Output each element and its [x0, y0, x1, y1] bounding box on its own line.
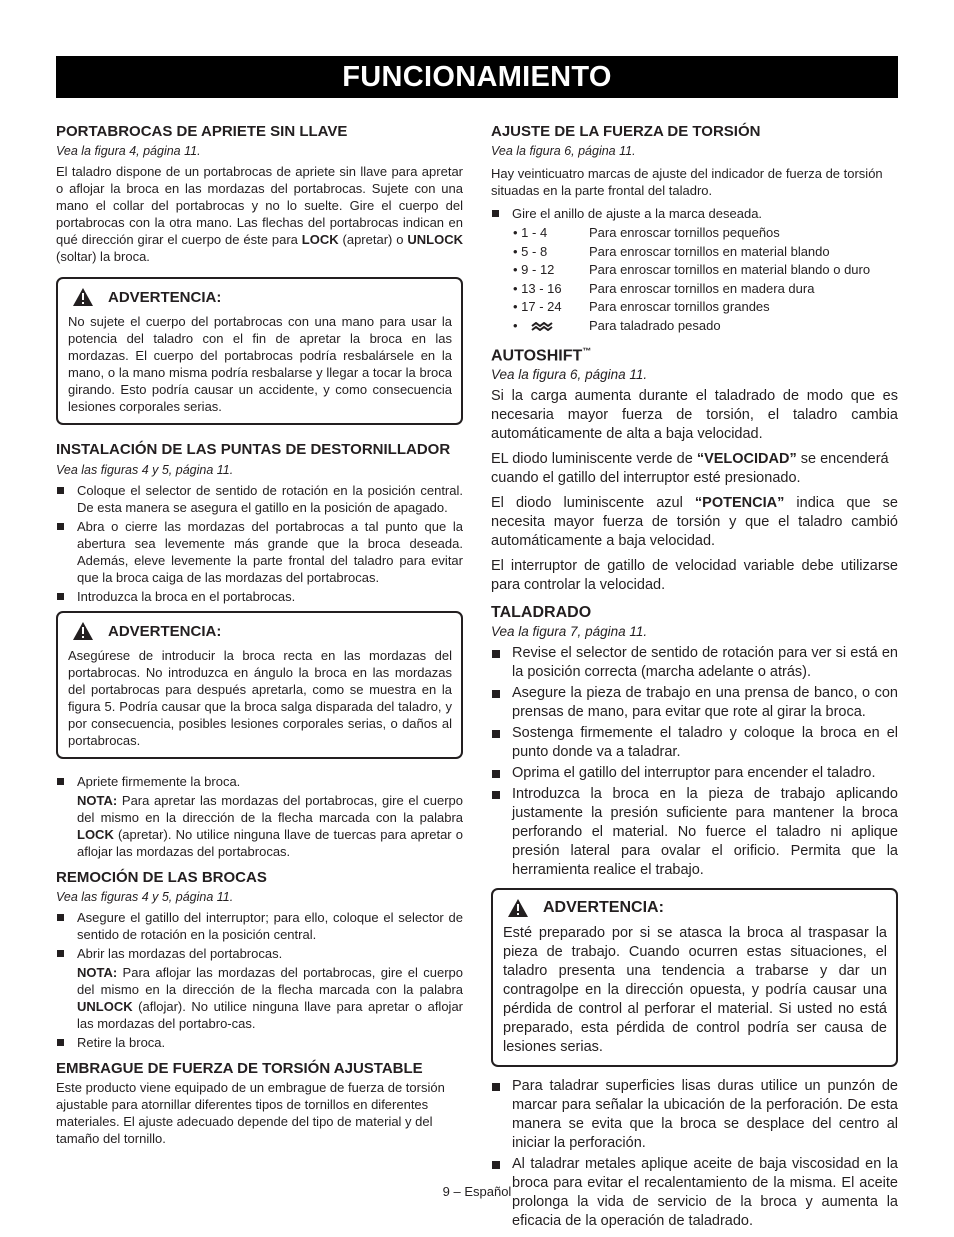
- warning-triangle-icon: [507, 898, 529, 918]
- warning-text: Esté preparado por si se atasca la broca al traspasar la pieza de trabajo. Cuando ocurren estas situaciones, el taladro presenta una tendencia a trabarse y dar un contragolpe en la dirección opuesta, y podría causar una pérdida de control al perforar el material. Si usted no está preparado, esta pérdida de control podría ser causa de lesiones serias.: [503, 925, 887, 1056]
- section-title: EMBRAGUE DE FUERZA DE TORSIÓN AJUSTABLE: [56, 1060, 423, 1077]
- list-item: Introduzca la broca en la pieza de trabajo aplicando justamente la presión suficiente para mantener la broca perforando el material. No fuerce el taladro ni aplique presión lateral para ovalar el orificio. Permita que la herramienta realice el trabajo.: [491, 785, 898, 880]
- list-item: Oprima el gatillo del interruptor para encender el taladro.: [491, 764, 898, 783]
- bullet-list: [56, 909, 463, 1051]
- figure-reference: Vea las figuras 4 y 5, página 11.: [56, 463, 234, 477]
- list-item: Para taladrar superficies lisas duras utilice un punzón de marcar para señalar la ubicación de la perforación. De esta manera se evita que la broca se desplace del centro al iniciar la perforación.: [491, 1077, 898, 1153]
- figure-reference: Vea la figura 4, página 11.: [56, 144, 201, 158]
- section-title: PORTABROCAS DE APRIETE SIN LLAVE: [56, 123, 348, 140]
- warning-header: ADVERTENCIA:: [72, 287, 452, 307]
- warning-box: [56, 611, 463, 759]
- warning-header: ADVERTENCIA:: [72, 621, 452, 641]
- note: NOTA: Para aflojar las mordazas del portabrocas, gire el cuerpo del mismo en la dirección de la flecha marcada con la palabra UNLOCK (aflojar). No utilice ninguna llave para apretar o aflojar las mordazas del portabro-cas.: [77, 965, 463, 1031]
- paragraph: Hay veinticuatro marcas de ajuste del indicador de fuerza de torsión situadas en la parte frontal del taladro.: [491, 166, 883, 198]
- list-item: Retire la broca.: [56, 1034, 463, 1051]
- torque-setting: • 5 - 8 Para enroscar tornillos en material blando: [513, 243, 830, 259]
- bullet-list: [491, 1077, 898, 1231]
- section-title: REMOCIÓN DE LAS BROCAS: [56, 869, 267, 886]
- figure-reference: Vea la figura 6, página 11.: [491, 144, 636, 158]
- list-item: Abra o cierre las mordazas del portabrocas a tal punto que la abertura sea levemente más grande que la broca deseada. Además, eleve levemente la parte frontal del taladro para evitar que la broca caiga de las mordazas del portabrocas.: [56, 518, 463, 586]
- torque-setting: • 9 - 12 Para enroscar tornillos en material blando o duro: [513, 262, 871, 277]
- warning-box: [491, 888, 898, 1067]
- torque-setting: • 13 - 16 Para enroscar tornillos en madera dura: [513, 280, 815, 296]
- page-footer: 9 – Español: [442, 1184, 512, 1199]
- bullet-list: [56, 773, 463, 860]
- bullet-list: [491, 644, 898, 880]
- list-item: Sostenga firmemente el taladro y coloque la broca en el punto donde va a taladrar.: [491, 724, 898, 762]
- torque-setting: • Para taladrado pesado: [513, 317, 721, 333]
- left-column: [56, 122, 463, 1153]
- list-item: Abrir las mordazas del portabrocas. NOTA: Para aflojar las mordazas del portabrocas, gire el cuerpo del mismo en la dirección de la flecha marcada con la palabra UNLOCK (aflojar). No utilice ninguna llave para apretar o aflojar las mordazas del portabro-cas.: [56, 945, 463, 1032]
- paragraph: El interruptor de gatillo de velocidad variable debe utilizarse para controlar la velocidad.: [491, 558, 898, 594]
- warning-text: No sujete el cuerpo del portabrocas con una mano para usar la potencia del taladro con el fin de apretar la broca en las mordazas. El cuerpo del portabrocas podría resbalársele en la mano, o la mano misma podría resbalarse y llegar a tocar la broca girando. Esto podría causar un accidente, y como consecuencia lesiones corporales serias.: [68, 314, 452, 414]
- bullet-list: [491, 205, 898, 222]
- autoshift-section: [491, 341, 898, 1231]
- section-title: TALADRADO: [491, 604, 592, 622]
- warning-box: [56, 277, 463, 425]
- torque-setting: • 1 - 4 Para enroscar tornillos pequeños: [513, 225, 780, 240]
- right-column: [491, 122, 898, 1237]
- note: NOTA: Para apretar las mordazas del portabrocas, gire el cuerpo del mismo en la dirección de la flecha marcada con la palabra LOCK (apretar). No utilice ninguna llave de tuercas para apretar o aflojar las mordazas del portabrocas.: [77, 793, 463, 859]
- list-item: Asegure el gatillo del interruptor; para ello, coloque el selector de sentido de rotación en la posición central.: [56, 909, 463, 943]
- torque-setting: • 17 - 24 Para enroscar tornillos grandes: [513, 299, 770, 314]
- figure-reference: Vea las figuras 4 y 5, página 11.: [56, 890, 234, 904]
- paragraph: El taladro dispone de un portabrocas de apriete sin llave para apretar o aflojar la broca en las mordazas del portabrocas. Sujete con una mano el collar del portabrocas y no lo suelte. Gire el cuerpo del portabrocas con la otra mano. Las flechas del portabrocas indican en qué dirección girar el cuerpo de éste para LOCK (apretar) o UNLOCK (soltar) la broca.: [56, 164, 463, 264]
- list-item: Coloque el selector de sentido de rotación en la posición central. De esta manera se asegura el gatillo en la posición de apagado.: [56, 482, 463, 516]
- section-title: AUTOSHIFT™: [491, 346, 592, 365]
- list-item: Introduzca la broca en el portabrocas.: [56, 588, 463, 605]
- list-item: Revise el selector de sentido de rotación para ver si está en la posición correcta (marcha adelante o atrás).: [491, 644, 898, 682]
- list-item: Asegure la pieza de trabajo en una prensa de banco, o con prensas de mano, para evitar que rote al girar la broca.: [491, 684, 898, 722]
- list-item: Gire el anillo de ajuste a la marca deseada.: [491, 205, 898, 222]
- drill-symbol-icon: [531, 322, 553, 331]
- warning-text: Asegúrese de introducir la broca recta en las mordazas del portabrocas. No introduzca en ángulo la broca en las mordazas del portabrocas para después apretarla, como se muestra en la figura 5. Podría causar que la broca salga disparada del taladro, y por consecuencia, posibles lesiones corporales serias, o daños al portabrocas.: [68, 648, 452, 748]
- bullet-list: [56, 482, 463, 605]
- section-title: AJUSTE DE LA FUERZA DE TORSIÓN: [491, 123, 761, 140]
- paragraph: EL diodo luminiscente verde de “VELOCIDAD” se encenderá cuando el gatillo del interruptor esté presionado.: [491, 451, 889, 487]
- paragraph: El diodo luminiscente azul “POTENCIA” indica que se necesita mayor fuerza de torsión y que el taladro cambió automáticamente a baja velocidad.: [491, 495, 898, 550]
- paragraph: Este producto viene equipado de un embrague de fuerza de torsión ajustable para atornillar diferentes tipos de tornillos en diferentes materiales. El ajuste adecuado depende del tipo de material y del tamaño del tornillo.: [56, 1080, 445, 1146]
- warning-header: ADVERTENCIA:: [507, 898, 887, 918]
- warning-triangle-icon: [72, 287, 94, 307]
- page-banner: FUNCIONAMIENTO: [56, 56, 898, 98]
- list-item: Al taladrar metales aplique aceite de baja viscosidad en la broca para evitar el recalentamiento de la misma. El aceite prolonga la vida de servicio de la broca y aumenta la eficacia de la operación de taladrado.: [491, 1155, 898, 1231]
- section-title: INSTALACIÓN DE LAS PUNTAS DE DESTORNILLADOR: [56, 441, 451, 458]
- torque-settings-list: [491, 224, 898, 335]
- figure-reference: Vea la figura 6, página 11.: [491, 367, 648, 383]
- figure-reference: Vea la figura 7, página 11.: [491, 624, 648, 640]
- paragraph: Si la carga aumenta durante el taladrado de modo que es necesaria mayor fuerza de torsión, el taladro cambia automáticamente de alta a baja velocidad.: [491, 388, 898, 443]
- list-item: Apriete firmemente la broca. NOTA: Para apretar las mordazas del portabrocas, gire el cuerpo del mismo en la dirección de la flecha marcada con la palabra LOCK (apretar). No utilice ninguna llave de tuercas para apretar o aflojar las mordazas del portabrocas.: [56, 773, 463, 860]
- warning-triangle-icon: [72, 621, 94, 641]
